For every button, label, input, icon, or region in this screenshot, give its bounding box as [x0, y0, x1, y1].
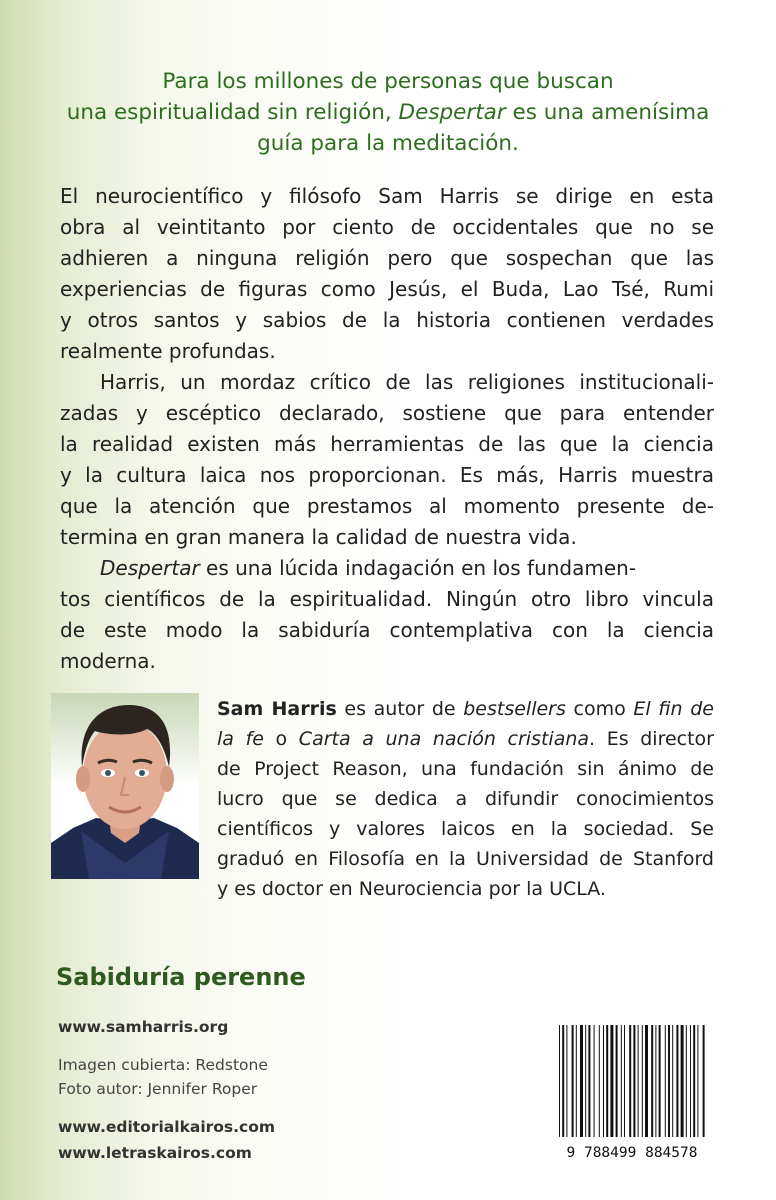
bio-line: graduó en Filosofía en la Universidad de Stanford [217, 848, 714, 870]
author-photo-credit: Foto autor: Jennifer Roper [58, 1080, 258, 1098]
description-line: de este modo la sabiduría contemplativa con la ciencia [60, 618, 714, 642]
collection-title: Sabiduría perenne [56, 963, 306, 991]
author-website-link[interactable]: www.samharris.org [58, 1018, 229, 1036]
publisher-website-link[interactable]: www.editorialkairos.com [58, 1118, 276, 1136]
cover-image-credit: Imagen cubierta: Redstone [58, 1056, 268, 1074]
bio-line: de Project Reason, una fundación sin ánimo de [217, 758, 714, 780]
description-line: realmente profundas. [60, 339, 276, 363]
description-line: que la atención que prestamos al momento presente de- [60, 494, 714, 518]
description-line: Harris, un mordaz crítico de las religiones institucionali- [100, 370, 714, 394]
bio-line: científicos y valores laicos en la sociedad. Se [217, 818, 714, 840]
isbn-digits: 9 788499 884578 [566, 1145, 698, 1160]
description-line: y otros santos y sabios de la historia contienen verdades [60, 308, 714, 332]
description-line: El neurocientífico y filósofo Sam Harris se dirige en esta [60, 184, 714, 208]
description-line: la realidad existen más herramientas de las que la ciencia [60, 432, 714, 456]
description-line: Despertar es una lúcida indagación en los fundamen- [100, 556, 637, 580]
description-line: zadas y escéptico declarado, sostiene que para entender [60, 401, 714, 425]
author-photo [51, 693, 199, 879]
publisher-website-link[interactable]: www.letraskairos.com [58, 1144, 252, 1162]
book-title: Despertar [100, 556, 200, 580]
bio-line: la fe o Carta a una nación cristiana. Es director [217, 728, 714, 750]
tagline-line: una espiritualidad sin religión, Despertar es una amenísima [66, 100, 710, 125]
description-line: tos científicos de la espiritualidad. Ningún otro libro vincula [60, 587, 714, 611]
description-line: adhieren a ninguna religión pero que sospechan que las [60, 246, 714, 270]
description-line: experiencias de figuras como Jesús, el Buda, Lao Tsé, Rumi [60, 277, 714, 301]
bio-line: y es doctor en Neurociencia por la UCLA. [217, 878, 606, 900]
description-line: obra al veintitanto por ciento de occidentales que no se [60, 215, 714, 239]
tagline-line: Para los millones de personas que buscan [162, 69, 614, 94]
barcode-bars [547, 1025, 717, 1160]
tagline-line: guía para la meditación. [257, 131, 519, 156]
author-bio [217, 694, 714, 904]
book-title: Despertar [398, 100, 506, 125]
description-line: moderna. [60, 649, 156, 673]
description-line: termina en gran manera la calidad de nuestra vida. [60, 525, 577, 549]
book-description [60, 181, 714, 677]
author-portrait [51, 693, 199, 879]
bio-line: Sam Harris es autor de bestsellers como El fin de [217, 698, 714, 720]
bio-line: lucro que se dedica a difundir conocimientos [217, 788, 714, 810]
description-line: y la cultura laica nos proporcionan. Es más, Harris muestra [60, 463, 714, 487]
author-name: Sam Harris [217, 698, 337, 720]
isbn-barcode [547, 1025, 717, 1160]
tagline [40, 66, 736, 159]
